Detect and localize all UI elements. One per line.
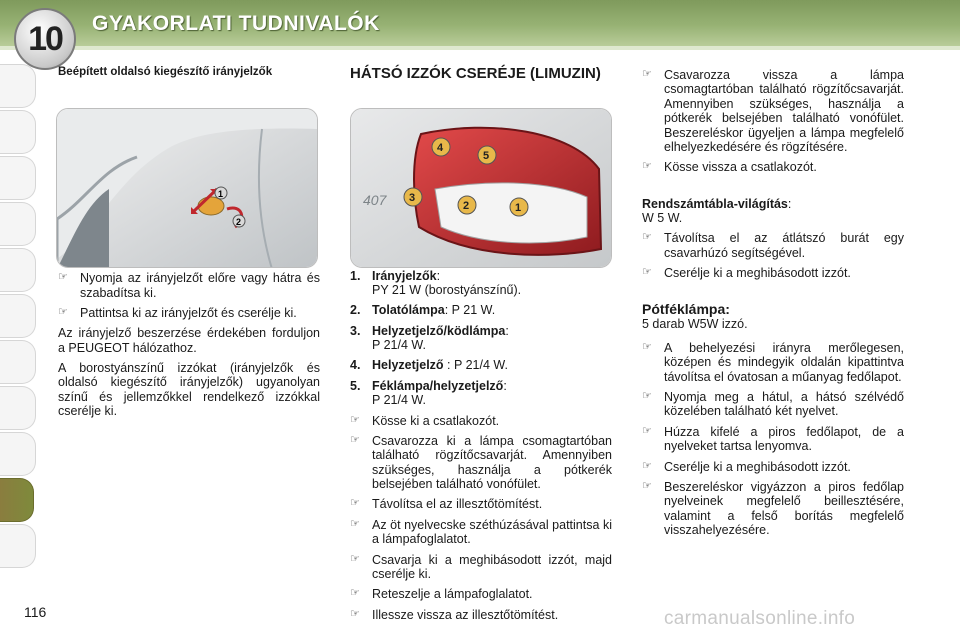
bulb-item: 5. Féklámpa/helyzetjelző: P 21/4 W.	[350, 378, 507, 408]
model-badge: 407	[363, 192, 387, 208]
svg-text:1: 1	[218, 189, 224, 199]
section-heading-side-indicators: Beépített oldalsó kiegészítő irányjelzők	[58, 66, 273, 78]
hand-pointer-icon: ☞	[642, 459, 652, 472]
hand-pointer-icon: ☞	[350, 607, 360, 620]
list-item: ☞ Cserélje ki a meghibásodott izzót.	[642, 459, 851, 474]
section-heading-rear-lamps: HÁTSÓ IZZÓK CSERÉJE (LIMUZIN)	[350, 65, 601, 82]
chapter-tab-active[interactable]	[0, 478, 34, 522]
list-item: ☞ Csavarozza ki a lámpa csomagtartóban található rögzítőcsavarját. Amennyiben szükséges, használja a pótkerék belsejében található vonófület.	[350, 433, 612, 491]
hand-pointer-icon: ☞	[642, 390, 652, 403]
bulb-item: 1. Irányjelzők: PY 21 W (borostyánszínű).	[350, 268, 522, 297]
svg-text:5: 5	[483, 150, 490, 162]
page-number: 116	[24, 604, 47, 620]
list-item: ☞ Beszereléskor vigyázzon a piros fedőlap nyelveinek megfelelő beillesztésére, valamint a felső borítás megfelelő visszahelyezésére.	[642, 479, 904, 538]
column-reinstall	[642, 66, 904, 537]
chapter-tab[interactable]	[0, 294, 36, 338]
hand-pointer-icon: ☞	[642, 340, 652, 353]
bulb-list	[350, 269, 612, 408]
list-item: ☞ A behelyezési irányra merőlegesen, középen és mindegyik oldalán kipattintva távolítsa el óvatosan a műanyag fedőlapot.	[642, 340, 904, 384]
svg-text:4: 4	[437, 142, 444, 154]
bulb-item: 2. Tolatólámpa: P 21 W.	[350, 303, 496, 318]
watermark: carmanualsonline.info	[664, 608, 856, 629]
brake-light-value: 5 darab W5W izzó.	[642, 316, 748, 331]
hand-pointer-icon: ☞	[58, 271, 68, 284]
hand-pointer-icon: ☞	[350, 433, 360, 446]
svg-text:2: 2	[463, 200, 470, 212]
hand-pointer-icon: ☞	[350, 497, 360, 510]
chapter-tab[interactable]	[0, 248, 36, 292]
list-item: ☞ Nyomja meg a hátul, a hátsó szélvédő közelében található két nyelvet.	[642, 390, 904, 419]
hand-pointer-icon: ☞	[350, 587, 360, 600]
svg-text:2: 2	[236, 217, 242, 227]
chapter-tabs	[0, 64, 40, 584]
rear-lamp-photo	[350, 108, 612, 268]
hand-pointer-icon: ☞	[642, 266, 652, 279]
hand-pointer-icon: ☞	[350, 517, 360, 530]
chapter-tab[interactable]	[0, 110, 36, 154]
hand-pointer-icon: ☞	[350, 413, 360, 426]
list-item: ☞ Pattintsa ki az irányjelzőt és cserélje ki.	[58, 305, 297, 320]
chapter-tab[interactable]	[0, 64, 36, 108]
chapter-tab[interactable]	[0, 340, 36, 384]
hand-pointer-icon: ☞	[642, 479, 652, 492]
hand-pointer-icon: ☞	[642, 68, 652, 80]
hand-pointer-icon: ☞	[642, 231, 652, 244]
svg-text:3: 3	[409, 192, 416, 204]
chapter-badge	[14, 8, 76, 70]
list-item: ☞ Kösse ki a csatlakozót.	[350, 413, 500, 428]
page-title: GYAKORLATI TUDNIVALÓK	[92, 12, 380, 35]
list-item: ☞ Az öt nyelvecske széthúzásával pattintsa ki a lámpafoglalatot.	[350, 517, 612, 547]
side-indicator-photo	[56, 108, 318, 268]
list-item: ☞ Nyomja az irányjelzőt előre vagy hátra és szabadítsa ki.	[58, 271, 320, 300]
list-item: ☞ Kösse vissza a csatlakozót.	[642, 160, 817, 175]
chapter-tab[interactable]	[0, 156, 36, 200]
list-item: ☞ Húzza kifelé a piros fedőlapot, de a nyelveket tartsa lenyomva.	[642, 424, 904, 454]
paragraph: Az irányjelző beszerzése érdekében forduljon a PEUGEOT hálózathoz.	[58, 326, 320, 355]
hand-pointer-icon: ☞	[350, 552, 360, 565]
chapter-tab[interactable]	[0, 202, 36, 246]
list-item: ☞ Illessze vissza az illesztőtömítést.	[350, 607, 559, 622]
header-divider	[0, 46, 960, 50]
list-item: ☞ Csavarja ki a meghibásodott izzót, majd cserélje ki.	[350, 552, 612, 581]
bulb-item: 4. Helyzetjelző : P 21/4 W.	[350, 358, 508, 373]
list-item: ☞ Cserélje ki a meghibásodott izzót.	[642, 266, 851, 281]
svg-text:1: 1	[515, 202, 522, 214]
list-item: ☞ Reteszelje a lámpafoglalatot.	[350, 587, 533, 602]
plate-light-heading: Rendszámtábla-világítás: W 5 W.	[642, 196, 792, 225]
hand-pointer-icon: ☞	[642, 424, 652, 437]
list-item: ☞ Csavarozza vissza a lámpa csomagtartóban található rögzítőcsavarját. Amennyiben szükséges, használja a pótkerék belsejében található vonófület. Beszereléskor ügyeljen a lámpa megfelelő elhelyezkedésére és rögzítésére.	[642, 68, 904, 154]
brake-light-heading: Pótféklámpa:	[642, 300, 730, 317]
chapter-tab[interactable]	[0, 386, 36, 430]
paragraph: A borostyánszínű izzókat (irányjelzők és oldalsó kiegészítő irányjelzők) ugyanolyan színű és jellemzőkkel rendelkező izzókkal cserélje ki.	[58, 361, 320, 419]
chapter-tab[interactable]	[0, 524, 36, 568]
chapter-number: 10	[28, 19, 62, 58]
hand-pointer-icon: ☞	[642, 160, 652, 173]
list-item: ☞ Távolítsa el az illesztőtömítést.	[350, 497, 543, 512]
chapter-tab[interactable]	[0, 432, 36, 476]
hand-pointer-icon: ☞	[58, 305, 68, 318]
bulb-item: 3. Helyzetjelző/ködlámpa: P 21/4 W.	[350, 323, 509, 352]
list-item: ☞ Távolítsa el az átlátszó burát egy csavarhúzó segítségével.	[642, 231, 904, 260]
